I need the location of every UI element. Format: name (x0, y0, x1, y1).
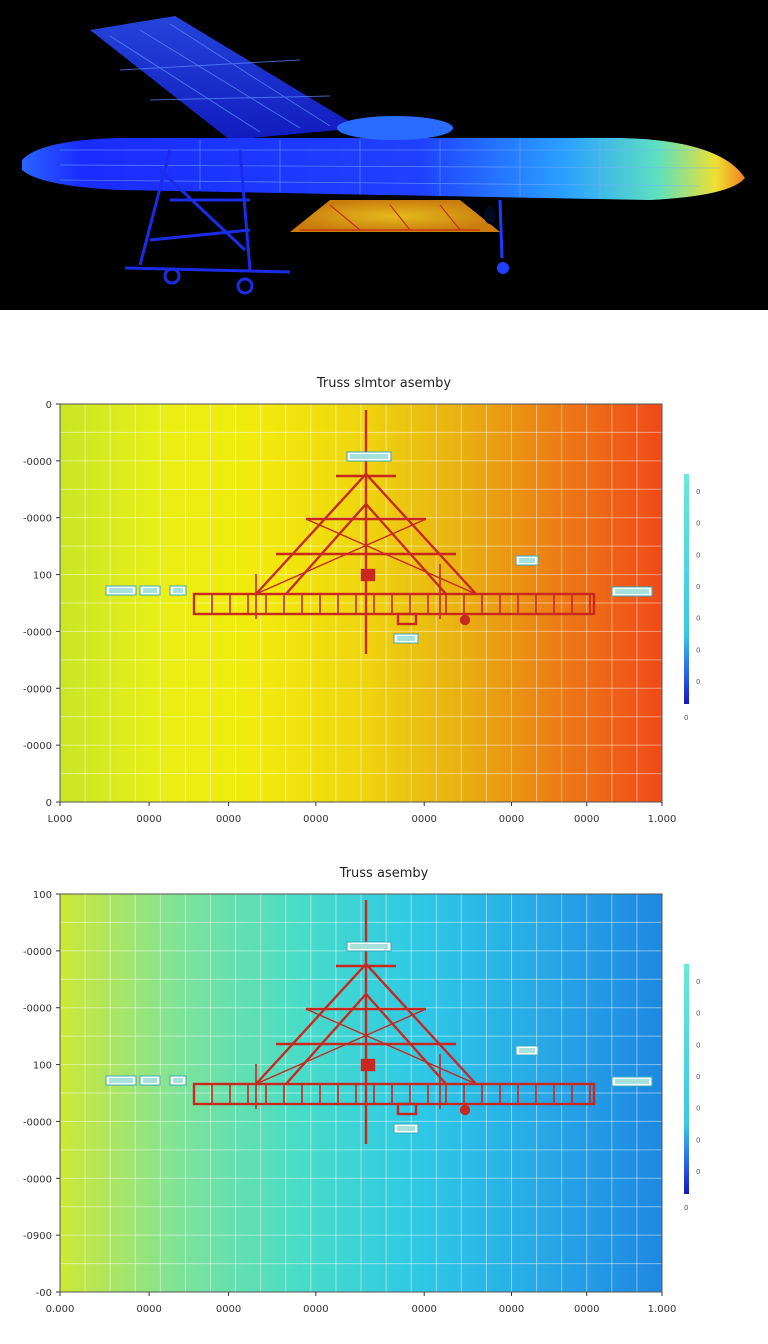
x-tick-label: 0000 (411, 1304, 437, 1315)
y-tick-label: -0000 (22, 741, 52, 753)
x-tick-label: 0.000 (45, 1304, 75, 1315)
wheel (165, 269, 179, 283)
fuselage (22, 138, 745, 200)
y-tick-label: -00 (35, 1288, 52, 1299)
colorbar-tick-label: 0 (696, 519, 701, 528)
x-tick-label: 0000 (215, 814, 242, 825)
colorbar-tick-label: 0 (696, 678, 701, 686)
annotation-tag (106, 1076, 136, 1085)
colorbar-bottom-label: 0 (684, 1204, 689, 1212)
airframe-render (0, 0, 768, 310)
colorbar-tick-label: 0 (696, 646, 701, 655)
annotation-tag (394, 1124, 418, 1133)
y-tick-label: 100 (32, 1060, 52, 1072)
chart-panel-1 (0, 370, 768, 840)
y-tick-label: -0000 (22, 456, 52, 468)
y-tick-label: -0000 (22, 1003, 52, 1015)
annotation-tag (140, 1076, 160, 1085)
y-tick-label: -0000 (22, 513, 52, 525)
colorbar-tick-label: 0 (696, 1009, 701, 1018)
x-tick-label: 0000 (574, 1304, 600, 1315)
x-tick-label: 0000 (136, 814, 162, 825)
x-tick-label: 0000 (303, 1304, 329, 1315)
annotation-tag (394, 634, 418, 643)
y-tick-label: -0000 (22, 1174, 52, 1186)
x-tick-label: 1.000 (647, 814, 677, 825)
annotation-tag (170, 586, 186, 595)
colorbar-tick-label: 0 (696, 488, 701, 496)
x-tick-label: 0000 (411, 814, 437, 825)
nose-wheel (497, 262, 509, 274)
colorbar-tick-label: 0 (696, 1073, 701, 1081)
annotation-tag (170, 1076, 186, 1085)
heatmap-chart (0, 370, 768, 840)
annotation-tag (612, 1077, 652, 1086)
internal-truss (290, 200, 500, 232)
colorbar (684, 964, 689, 1194)
annotation-tag (516, 556, 538, 565)
annotation-tag (347, 452, 391, 461)
y-tick-label: 100 (32, 570, 52, 582)
y-tick-label: -0000 (22, 684, 52, 696)
heatmap-chart (0, 860, 768, 1330)
x-tick-label: 1.000 (647, 1304, 677, 1315)
y-tick-label: 100 (32, 890, 52, 901)
colorbar-tick-label: 0 (696, 1041, 701, 1050)
colorbar-bottom-label: 0 (684, 714, 689, 722)
y-tick-label: 0 (45, 798, 52, 809)
annotation-tag (612, 587, 652, 596)
x-tick-label: 0000 (136, 1304, 162, 1315)
colorbar-tick-label: 0 (696, 583, 701, 591)
y-tick-label: -0000 (22, 627, 52, 639)
x-tick-label: 0000 (498, 1304, 525, 1315)
annotation-tag (140, 586, 160, 595)
colorbar (684, 474, 689, 704)
x-tick-label: 0000 (303, 814, 329, 825)
colorbar-tick-label: 0 (696, 1168, 701, 1176)
x-tick-label: 0000 (498, 814, 525, 825)
y-tick-label: -0000 (22, 1117, 52, 1129)
y-tick-label: -0900 (22, 1231, 52, 1243)
intake (484, 206, 496, 224)
annotation-tag (106, 586, 136, 595)
chart-title: Truss asemby (339, 866, 429, 881)
colorbar-tick-label: 0 (696, 978, 701, 986)
x-tick-label: 0000 (215, 1304, 242, 1315)
y-tick-label: 0 (45, 400, 52, 411)
chart-title: Truss slmtor asemby (316, 376, 452, 391)
colorbar-tick-label: 0 (696, 551, 701, 560)
y-tick-label: -0000 (22, 946, 52, 958)
x-tick-label: 0000 (574, 814, 600, 825)
colorbar-tick-label: 0 (696, 1104, 701, 1113)
chart-panel-2 (0, 860, 768, 1330)
annotation-tag (347, 942, 391, 951)
canopy (337, 116, 453, 140)
colorbar-tick-label: 0 (696, 614, 701, 623)
annotation-tag (516, 1046, 538, 1055)
colorbar-tick-label: 0 (696, 1136, 701, 1145)
tail-fin (90, 16, 360, 140)
x-tick-label: L000 (47, 814, 73, 825)
wheel (238, 279, 252, 293)
